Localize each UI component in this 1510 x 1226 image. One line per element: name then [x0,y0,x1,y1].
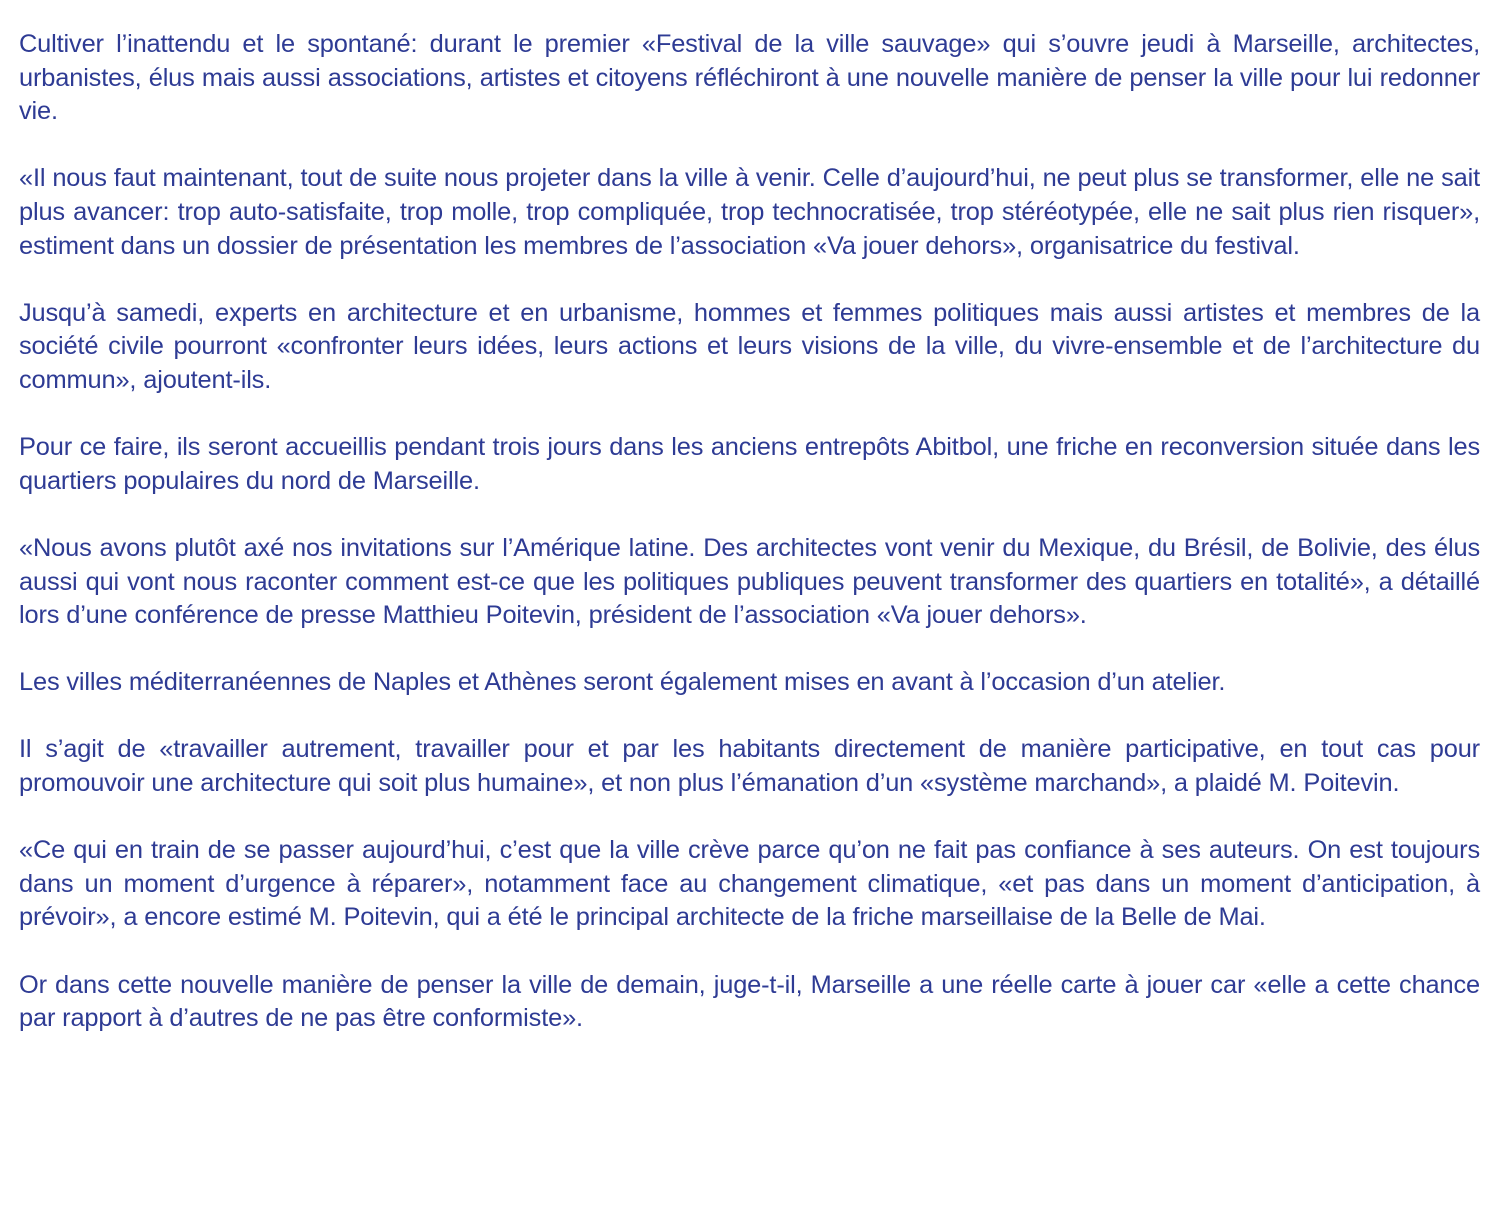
paragraph-program: Jusqu’à samedi, experts en architecture et en urbanisme, hommes et femmes politiques mais aussi artistes et membres de la société civile pourront «confronter leurs idées, leurs actions et leurs visions de la ville, du vivre-ensemble et de l’architecture du commun», ajoutent-ils. [19,298,1480,394]
paragraph-conclusion: Or dans cette nouvelle manière de penser la ville de demain, juge-t-il, Marseille a une réelle carte à jouer car «elle a cette chance par rapport à d’autres de ne pas être conformiste». [19,970,1480,1033]
paragraph-latin-america: «Nous avons plutôt axé nos invitations sur l’Amérique latine. Des architectes vont venir du Mexique, du Brésil, de Bolivie, des élus aussi qui vont nous raconter comment est-ce que les politiques publiques peuvent transformer des quartiers en totalité», a détaillé lors d’une conférence de presse Matthieu Poitevin, président de l’association «Va jouer dehors». [19,533,1480,630]
paragraph-urgency: «Ce qui en train de se passer aujourd’hui, c’est que la ville crève parce qu’on ne fait pas confiance à ses auteurs. On est toujours dans un moment d’urgence à réparer», notamment face au changement climatique, «et pas dans un moment d’anticipation, à prévoir», a encore estimé M. Poitevin, qui a été le principal architecte de la friche marseillaise de la Belle de Mai. [19,836,1480,932]
paragraph-intro: Cultiver l’inattendu et le spontané: durant le premier «Festival de la ville sauvage» qui s’ouvre jeudi à Marseille, architectes, urbanistes, élus mais aussi associations, artistes et citoyens réfléchiront à une nouvelle manière de penser la ville pour lui redonner vie. [19,30,1480,126]
article-body [19,28,1480,1036]
paragraph-venue: Pour ce faire, ils seront accueillis pendant trois jours dans les anciens entrepôts Abitbol, une friche en reconversion située dans les quartiers populaires du nord de Marseille. [19,433,1480,495]
paragraph-quote-association: «Il nous faut maintenant, tout de suite nous projeter dans la ville à venir. Celle d’aujourd’hui, ne peut plus se transformer, elle ne sait plus avancer: trop auto-satisfaite, trop molle, trop compliquée, trop technocratisée, trop stéréotypée, elle ne sait plus rien risquer», estiment dans un dossier de présentation les membres de l’association «Va jouer dehors», organisatrice du festival. [19,164,1480,260]
paragraph-participative: Il s’agit de «travailler autrement, travailler pour et par les habitants directement de manière participative, en tout cas pour promouvoir une architecture qui soit plus humaine», et non plus l’émanation d’un «système marchand», a plaidé M. Poitevin. [19,735,1480,798]
paragraph-mediterranean: Les villes méditerranéennes de Naples et Athènes seront également mises en avant à l’occasion d’un atelier. [19,668,1226,697]
